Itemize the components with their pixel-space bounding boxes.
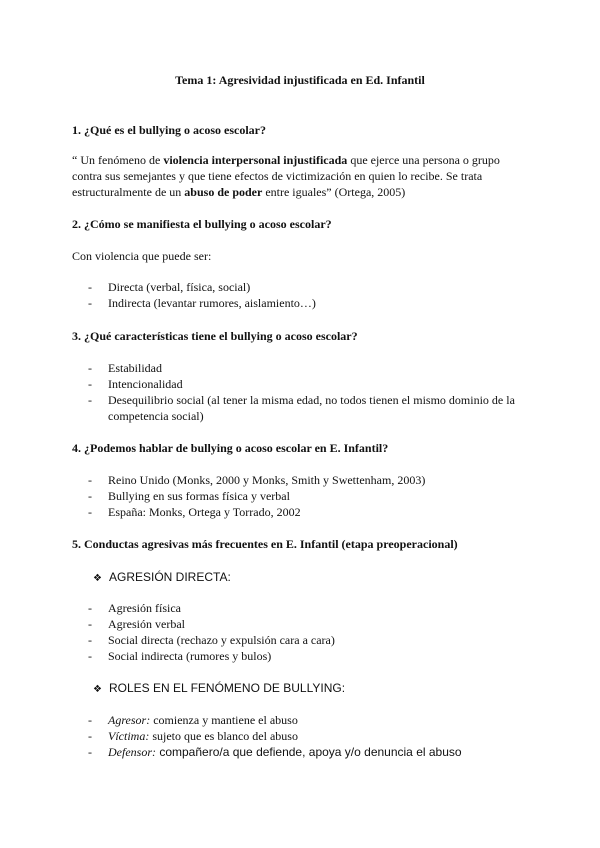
manifest-list [88,279,528,311]
section-heading-1: 1. ¿Qué es el bullying o acoso escolar? [72,123,266,137]
dash-marker: - [88,745,92,759]
dash-marker: - [88,649,92,663]
section-heading-2: 2. ¿Cómo se manifiesta el bullying o acoso escolar? [72,217,332,231]
list-item [88,632,528,648]
subheading-direct [93,569,231,587]
subheading-text: AGRESIÓN DIRECTA: [109,570,231,584]
list-item-text: España: Monks, Ortega y Torrado, 2002 [108,505,301,519]
definition-bold-1: violencia interpersonal injustificada [163,153,348,167]
list-item-text: Bullying en sus formas física y verbal [108,489,290,503]
list-item-text: Indirecta (levantar rumores, aislamiento…) [108,296,316,310]
dash-marker: - [88,473,92,487]
diamond-bullet-icon: ❖ [93,573,102,584]
subheading-roles [93,680,345,698]
list-item-text: Intencionalidad [108,377,183,391]
section-heading-4: 4. ¿Podemos hablar de bullying o acoso escolar en E. Infantil? [72,441,389,455]
characteristics-list [88,360,528,424]
definition-text-3: entre iguales” (Ortega, 2005) [262,185,406,199]
list-item [88,392,528,424]
diamond-bullet-icon: ❖ [93,684,102,695]
list-item [88,712,528,728]
dash-marker: - [88,489,92,503]
list-item [88,504,528,520]
infantil-list [88,472,528,520]
dash-marker: - [88,617,92,631]
direct-list [88,600,528,664]
list-item [88,600,528,616]
definition-bold-2: abuso de poder [184,185,263,199]
list-item [88,295,528,311]
list-item [88,472,528,488]
dash-marker: - [88,377,92,391]
list-item [88,648,528,664]
list-item [88,376,528,392]
list-item-text: Reino Unido (Monks, 2000 y Monks, Smith y Swettenham, 2003) [108,473,426,487]
list-item-text: Social directa (rechazo y expulsión cara a cara) [108,633,335,647]
role-description: comienza y mantiene el abuso [150,713,298,727]
list-item [88,279,528,295]
list-item-text: Estabilidad [108,361,162,375]
list-item-text: Agresión verbal [108,617,185,631]
definition-text-2: que ejerce una persona o grupo contra sus semejantes y que tiene efectos de victimización en quien lo recibe. Se trata estructuralmente de un [72,153,500,199]
dash-marker: - [88,601,92,615]
list-item-text: Directa (verbal, física, social) [108,280,251,294]
document-title: Tema 1: Agresividad injustificada en Ed. Infantil [175,73,425,87]
list-item-text: Desequilibrio social (al tener la misma edad, no todos tienen el mismo dominio de la competencia social) [108,393,515,423]
section-heading-5: 5. Conductas agresivas más frecuentes en E. Infantil (etapa preoperacional) [72,537,458,551]
dash-marker: - [88,713,92,727]
list-item [88,360,528,376]
list-item [88,488,528,504]
roles-list [88,712,528,760]
dash-marker: - [88,729,92,743]
list-item [88,728,528,744]
dash-marker: - [88,361,92,375]
list-item-text: Agresión física [108,601,181,615]
definition-text-1: “ Un fenómeno de [72,153,164,167]
list-item-text: Social indirecta (rumores y bulos) [108,649,272,663]
definition-paragraph [72,152,532,200]
list-item [88,744,528,760]
dash-marker: - [88,633,92,647]
role-name: Agresor: [108,713,151,727]
manifest-intro: Con violencia que puede ser: [72,249,212,263]
subheading-text: ROLES EN EL FENÓMENO DE BULLYING: [109,681,346,695]
section-heading-3: 3. ¿Qué características tiene el bullying o acoso escolar? [72,329,358,343]
role-name: Víctima: [108,729,150,743]
dash-marker: - [88,393,92,407]
list-item [88,616,528,632]
dash-marker: - [88,280,92,294]
dash-marker: - [88,296,92,310]
role-description: compañero/a que defiende, apoya y/o denuncia el abuso [156,745,462,759]
role-name: Defensor: [108,745,156,759]
role-description: sujeto que es blanco del abuso [149,729,298,743]
dash-marker: - [88,505,92,519]
